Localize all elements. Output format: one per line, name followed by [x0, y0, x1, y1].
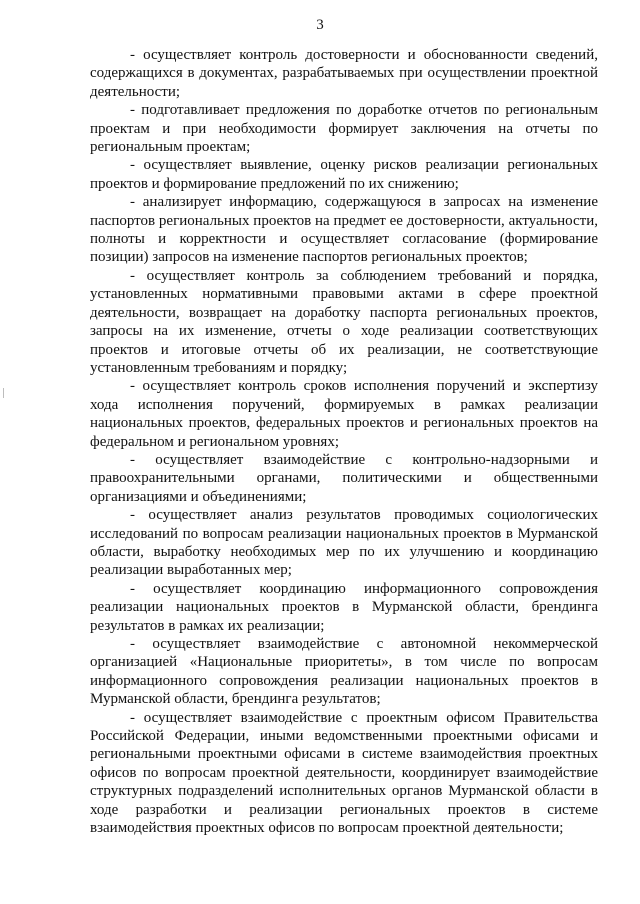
scan-margin-mark — [3, 388, 4, 398]
list-item: - осуществляет координацию информационного сопровождения реализации национальных проектов в Мурманской области, брендинга результатов в рамках их реализации; — [90, 580, 598, 634]
list-item: - осуществляет взаимодействие с контрольно-надзорными и правоохранительными органами, политическими и общественными организациями и объединениями; — [90, 451, 598, 505]
list-item: - осуществляет взаимодействие с автономной некоммерческой организацией «Национальные приоритеты», в том числе по вопросам информационного сопровождения реализации национальных проектов в Мурманской области, брендинга результатов; — [90, 636, 598, 708]
document-body — [90, 46, 598, 837]
list-item: - подготавливает предложения по доработке отчетов по региональным проектам и при необходимости формирует заключения на отчеты по региональным проектам; — [90, 102, 598, 156]
list-item: - осуществляет выявление, оценку рисков реализации региональных проектов и формирование предложений по их снижению; — [90, 157, 598, 192]
list-item: - анализирует информацию, содержащуюся в запросах на изменение паспортов региональных проектов на предмет ее достоверности, актуальности, полноты и корректности и осуществляет согласование (формирование позиции) запросов на изменение паспортов региональных проектов; — [90, 194, 598, 266]
list-item: - осуществляет контроль сроков исполнения поручений и экспертизу хода исполнения поручений, формируемых в рамках реализации национальных проектов, федеральных проектов и региональных проектов на федеральном и региональном уровнях; — [90, 378, 598, 450]
list-item: - осуществляет контроль достоверности и обоснованности сведений, содержащихся в документах, разрабатываемых при осуществлении проектной деятельности; — [90, 47, 598, 100]
list-item: - осуществляет контроль за соблюдением требований и порядка, установленных нормативными правовыми актами в сфере проектной деятельности, возвращает на доработку паспорта региональных проектов, запросы на их изменение, отчеты о ходе реализации соответствующих проектов и итоговые отчеты об их реализации, не соответствующие установленным требованиям и порядку; — [90, 267, 598, 376]
page-number: 3 — [316, 17, 324, 33]
list-item: - осуществляет анализ результатов проводимых социологических исследований по вопросам реализации национальных проектов в Мурманской области, выработку необходимых мер по их улучшению и координацию реализации выработанных мер; — [90, 507, 598, 579]
list-item: - осуществляет взаимодействие с проектным офисом Правительства Российской Федерации, иными ведомственными проектными офисами и региональными проектными офисами в системе взаимодействия проектных офисов по вопросам проектной деятельности, координирует взаимодействие структурных подразделений исполнительных органов Мурманской области в ходе разработки и реализации региональных проектов в системе взаимодействия проектных офисов по вопросам проектной деятельности; — [90, 709, 598, 837]
